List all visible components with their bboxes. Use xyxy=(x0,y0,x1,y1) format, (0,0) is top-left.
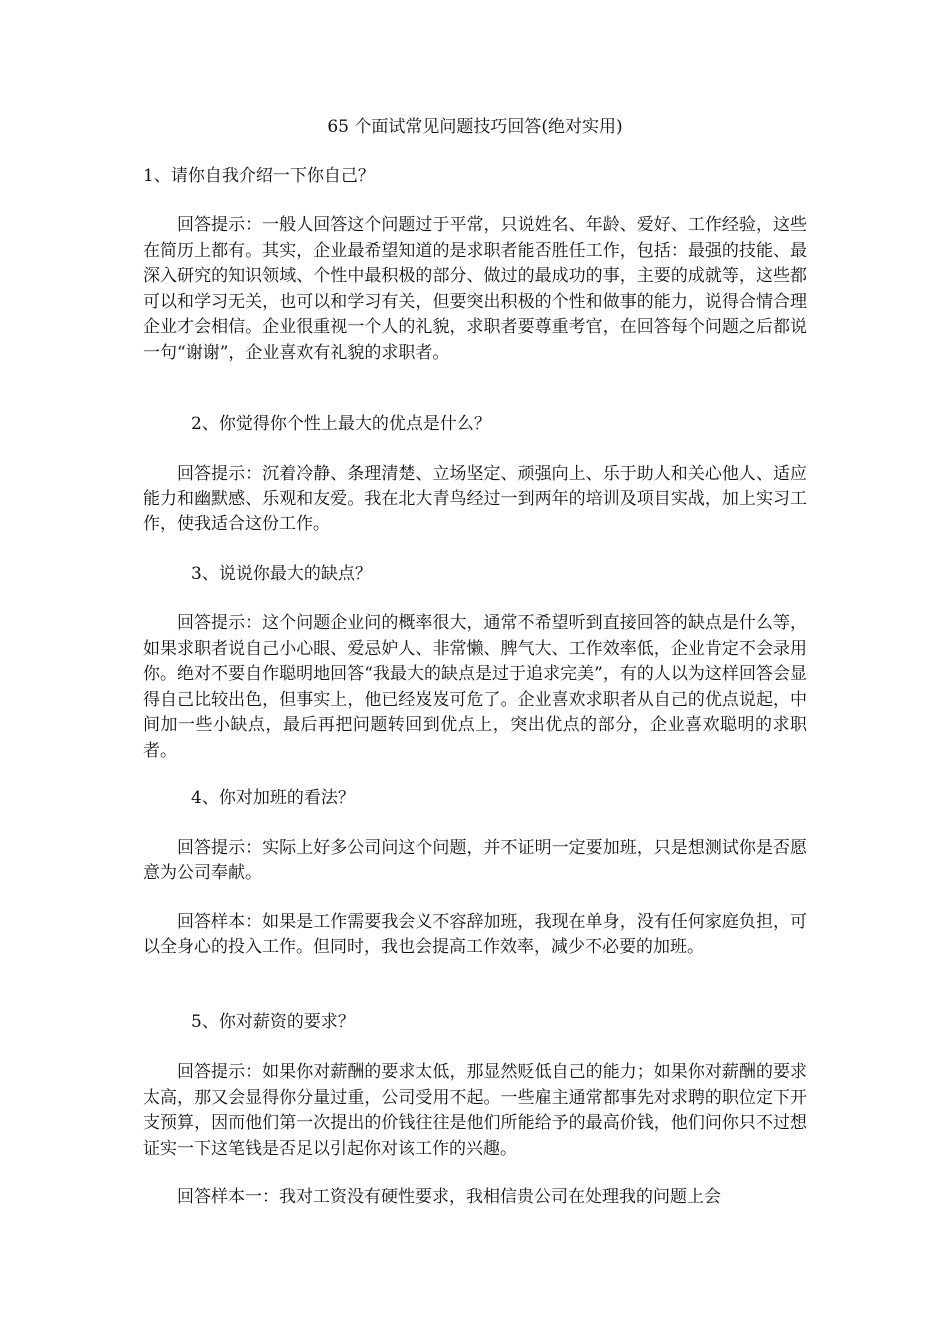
answer-1-hint: 回答提示：一般人回答这个问题过于平常，只说姓名、年龄、爱好、工作经验，这些在简历上都有。其实，企业最希望知道的是求职者能否胜任工作，包括：最强的技能、最深入研究的知识领域、个性中最积极的部分、做过的最成功的事，主要的成就等，这些都可以和学习无关，也可以和学习有关，但要突出积极的个性和做事的能力，说得合情合理企业才会相信。企业很重视一个人的礼貌，求职者要尊重考官，在回答每个问题之后都说一句“谢谢”，企业喜欢有礼貌的求职者。 xyxy=(143,215,807,363)
question-3: 3、说说你最大的缺点？ xyxy=(191,564,372,584)
answer-2-hint: 回答提示：沉着冷静、条理清楚、立场坚定、顽强向上、乐于助人和关心他人、适应能力和幽默感、乐观和友爱。我在北大青鸟经过一到两年的培训及项目实战，加上实习工作，使我适合这份工作。 xyxy=(143,464,807,534)
answer-4-sample: 回答样本：如果是工作需要我会义不容辞加班，我现在单身，没有任何家庭负担，可以全身心的投入工作。但同时，我也会提高工作效率，减少不必要的加班。 xyxy=(143,912,807,957)
document-title: 65 个面试常见问题技巧回答(绝对实用) xyxy=(327,117,623,137)
answer-5-sample-1: 回答样本一：我对工资没有硬性要求，我相信贵公司在处理我的问题上会 xyxy=(177,1187,721,1207)
question-4: 4、你对加班的看法？ xyxy=(191,788,355,808)
answer-4-hint: 回答提示：实际上好多公司问这个问题，并不证明一定要加班，只是想测试你是否愿意为公司奉献。 xyxy=(143,838,807,883)
answer-5-hint: 回答提示：如果你对薪酬的要求太低，那显然贬低自己的能力；如果你对薪酬的要求太高，那又会显得你分量过重，公司受用不起。一些雇主通常都事先对求聘的职位定下开支预算，因而他们第一次提出的价钱往往是他们所能给予的最高价钱，他们问你只不过想证实一下这笔钱是否足以引起你对该工作的兴趣。 xyxy=(143,1062,807,1159)
answer-3-hint: 回答提示：这个问题企业问的概率很大，通常不希望听到直接回答的缺点是什么等，如果求职者说自己小心眼、爱忌妒人、非常懒、脾气大、工作效率低，企业肯定不会录用你。绝对不要自作聪明地回答“我最大的缺点是过于追求完美”，有的人以为这样回答会显得自己比较出色，但事实上，他已经岌岌可危了。企业喜欢求职者从自己的优点说起，中间加一些小缺点，最后再把问题转回到优点上，突出优点的部分，企业喜欢聪明的求职者。 xyxy=(143,613,807,761)
question-5: 5、你对薪资的要求？ xyxy=(191,1012,355,1032)
question-2: 2、你觉得你个性上最大的优点是什么？ xyxy=(191,414,491,434)
question-1: 1、请你自我介绍一下你自己？ xyxy=(143,166,375,186)
